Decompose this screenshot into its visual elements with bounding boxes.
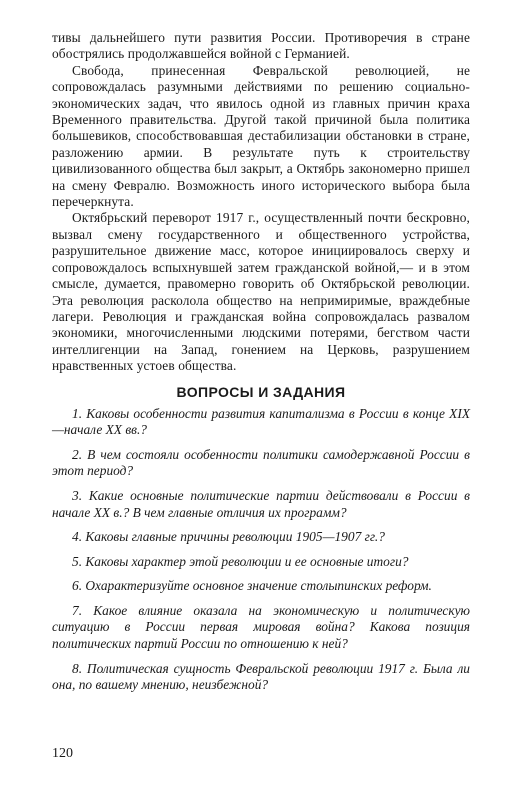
book-page [52,30,470,702]
question-7: 7. Какое влияние оказала на экономическую и политическую ситуацию в России первая мировая война? Какова позиция политических партий России по отношению к ней? [52,602,470,652]
body-paragraph-2: Свобода, принесенная Февральской революцией, не сопровождалась разумными действиями по решению социально-экономических задач, что явилось одной из главных причин краха Временного правительства. Другой такой причиной была политика большевиков, способствовавшая дестабилизации обстановки в стране, разложению армии. В результате путь к строительству цивилизованного общества был закрыт, а Октябрь закономерно пришел на смену Февралю. Возможность иного исторического выбора была перечеркнута. [52,62,470,210]
question-8: 8. Политическая сущность Февральской революции 1917 г. Была ли она, по вашему мнению, неизбежной? [52,660,470,693]
question-4: 4. Каковы главные причины революции 1905—1907 гг.? [72,529,385,545]
question-5: 5. Каковы характер этой революции и ее основные итоги? [72,553,409,569]
question-3: 3. Какие основные политические партии действовали в России в начале XX в.? В чем главные отличия их программ? [52,487,470,520]
page-number: 120 [52,746,73,761]
question-2: 2. В чем состояли особенности политики самодержавной России в этот период? [52,446,470,479]
question-1: 1. Каковы особенности развития капитализма в России в конце XIX—начале XX вв.? [52,405,470,438]
body-paragraph-3: Октябрьский переворот 1917 г., осуществленный почти бескровно, вызвал смену государственного и общественного устройства, разрушительное движение масс, которое инициировалось сверху и сопровождалось вспыхнувшей затем гражданской войной,— и в этом смысле, думается, правомерно говорить об Октябрьской революции. Эта революция расколола общество на непримиримые, враждебные лагери. Революция и гражданская война сопровождалась развалом экономики, многочисленными людскими потерями, бегством части интеллигенции на Запад, гонением на Церковь, разрушением нравственных устоев общества. [52,210,470,374]
body-paragraph-1: тивы дальнейшего пути развития России. Противоречия в стране обострялись продолжавшейся войной с Германией. [52,30,470,62]
question-6: 6. Охарактеризуйте основное значение столыпинских реформ. [72,578,432,594]
section-heading: ВОПРОСЫ И ЗАДАНИЯ [176,383,346,400]
